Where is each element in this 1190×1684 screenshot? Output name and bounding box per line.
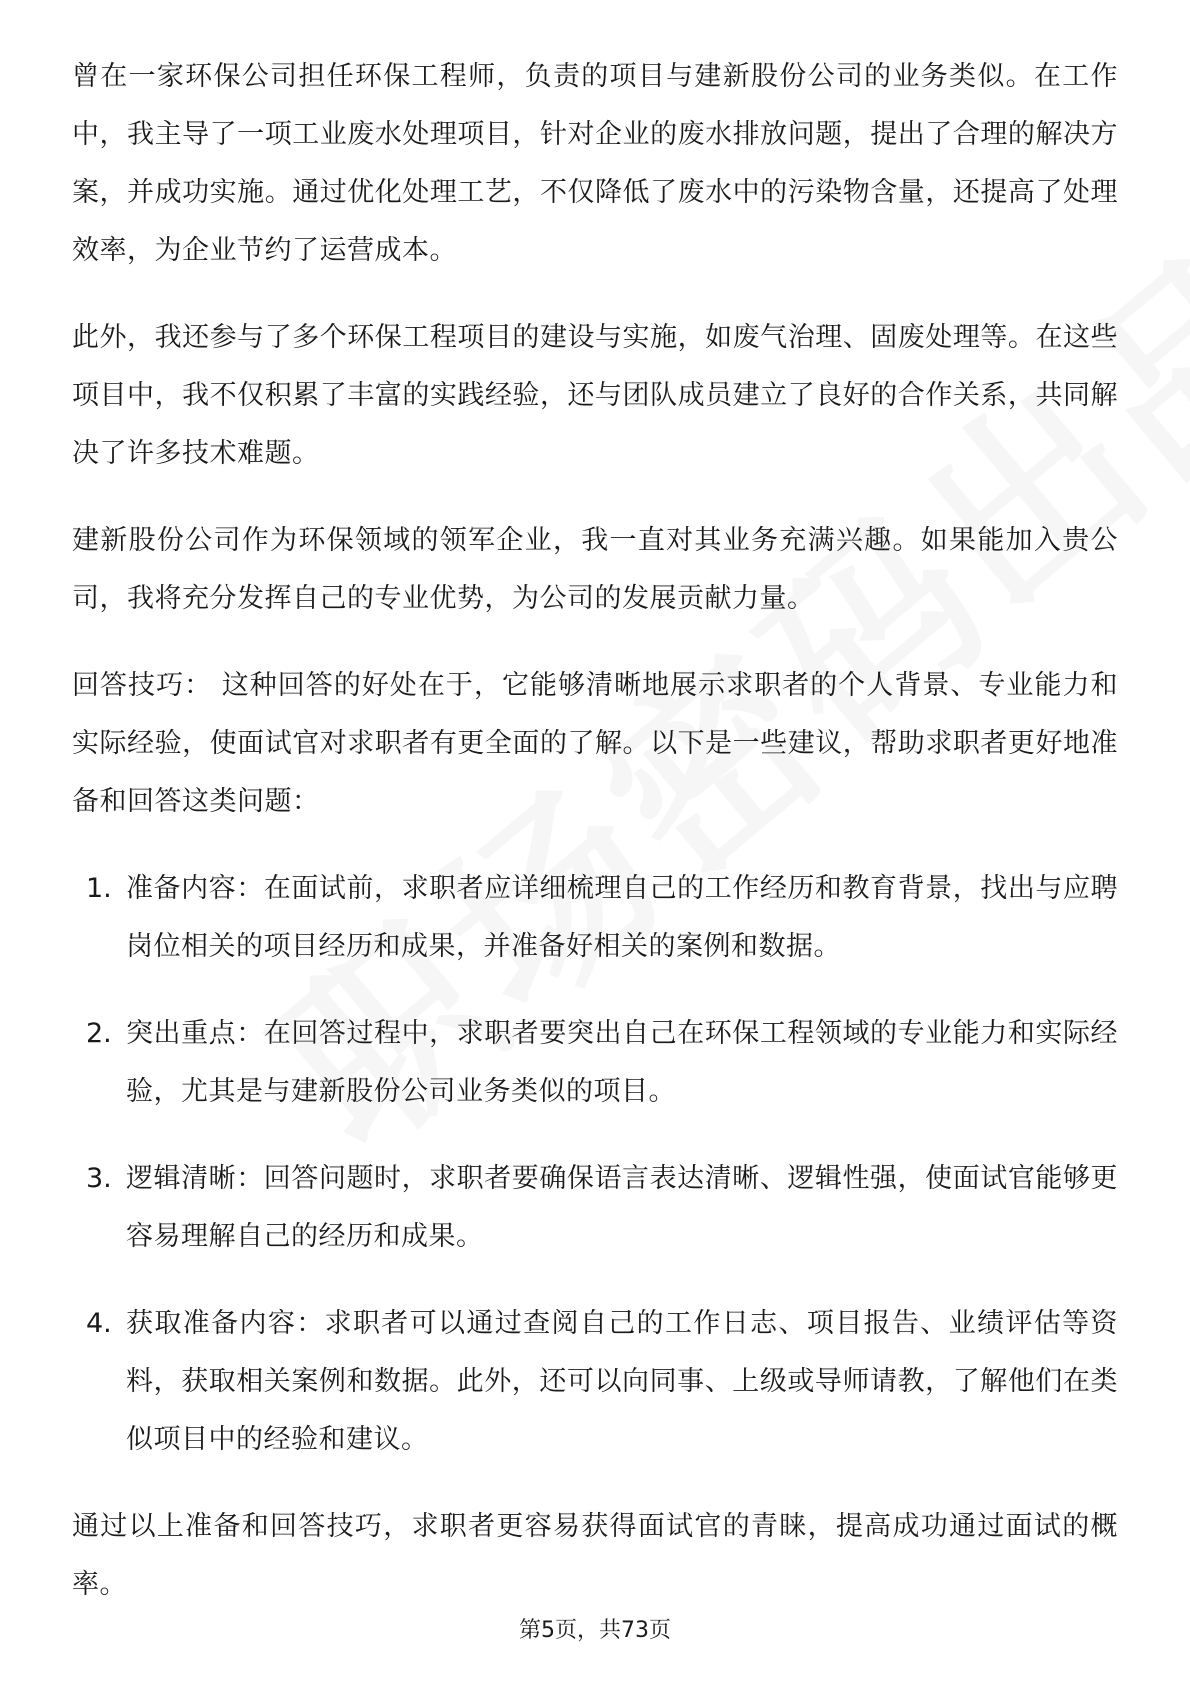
list-number: 3. bbox=[86, 1163, 112, 1194]
paragraph-motivation: 建新股份公司作为环保领域的领军企业，我一直对其业务充满兴趣。如果能加入贵公司，我将充分发挥自己的专业优势，为公司的发展贡献力量。 bbox=[72, 525, 1118, 614]
document-page bbox=[72, 48, 1118, 1643]
page-number-footer: 第5页，共73页 bbox=[519, 1618, 671, 1643]
list-number: 2. bbox=[86, 1018, 112, 1049]
list-number: 4. bbox=[86, 1308, 112, 1339]
paragraph-experience: 曾在一家环保公司担任环保工程师，负责的项目与建新股份公司的业务类似。在工作中，我主导了一项工业废水处理项目，针对企业的废水排放问题，提出了合理的解决方案，并成功实施。通过优化处理工艺，不仅降低了废水中的污染物含量，还提高了处理效率，为企业节约了运营成本。 bbox=[72, 61, 1118, 266]
list-item bbox=[72, 1150, 1118, 1266]
paragraph-conclusion: 通过以上准备和回答技巧，求职者更容易获得面试官的青睐，提高成功通过面试的概率。 bbox=[72, 1511, 1118, 1600]
list-item bbox=[72, 1005, 1118, 1121]
list-text: 准备内容：在面试前，求职者应详细梳理自己的工作经历和教育背景，找出与应聘岗位相关的项目经历和成果，并准备好相关的案例和数据。 bbox=[126, 873, 1118, 962]
paragraph-answer-tips: 回答技巧： 这种回答的好处在于，它能够清晰地展示求职者的个人背景、专业能力和实际经验，使面试官对求职者有更全面的了解。以下是一些建议，帮助求职者更好地准备和回答这类问题： bbox=[72, 670, 1118, 817]
list-text: 突出重点：在回答过程中，求职者要突出自己在环保工程领域的专业能力和实际经验，尤其是与建新股份公司业务类似的项目。 bbox=[126, 1018, 1118, 1107]
list-item bbox=[72, 1295, 1118, 1469]
list-item bbox=[72, 860, 1118, 976]
tips-list bbox=[72, 860, 1118, 1469]
list-number: 1. bbox=[86, 873, 112, 904]
list-text: 逻辑清晰：回答问题时，求职者要确保语言表达清晰、逻辑性强，使面试官能够更容易理解自己的经历和成果。 bbox=[126, 1163, 1118, 1252]
paragraph-projects: 此外，我还参与了多个环保工程项目的建设与实施，如废气治理、固废处理等。在这些项目中，我不仅积累了丰富的实践经验，还与团队成员建立了良好的合作关系，共同解决了许多技术难题。 bbox=[72, 322, 1118, 469]
list-text: 获取准备内容：求职者可以通过查阅自己的工作日志、项目报告、业绩评估等资料，获取相关案例和数据。此外，还可以向同事、上级或导师请教，了解他们在类似项目中的经验和建议。 bbox=[126, 1308, 1118, 1455]
